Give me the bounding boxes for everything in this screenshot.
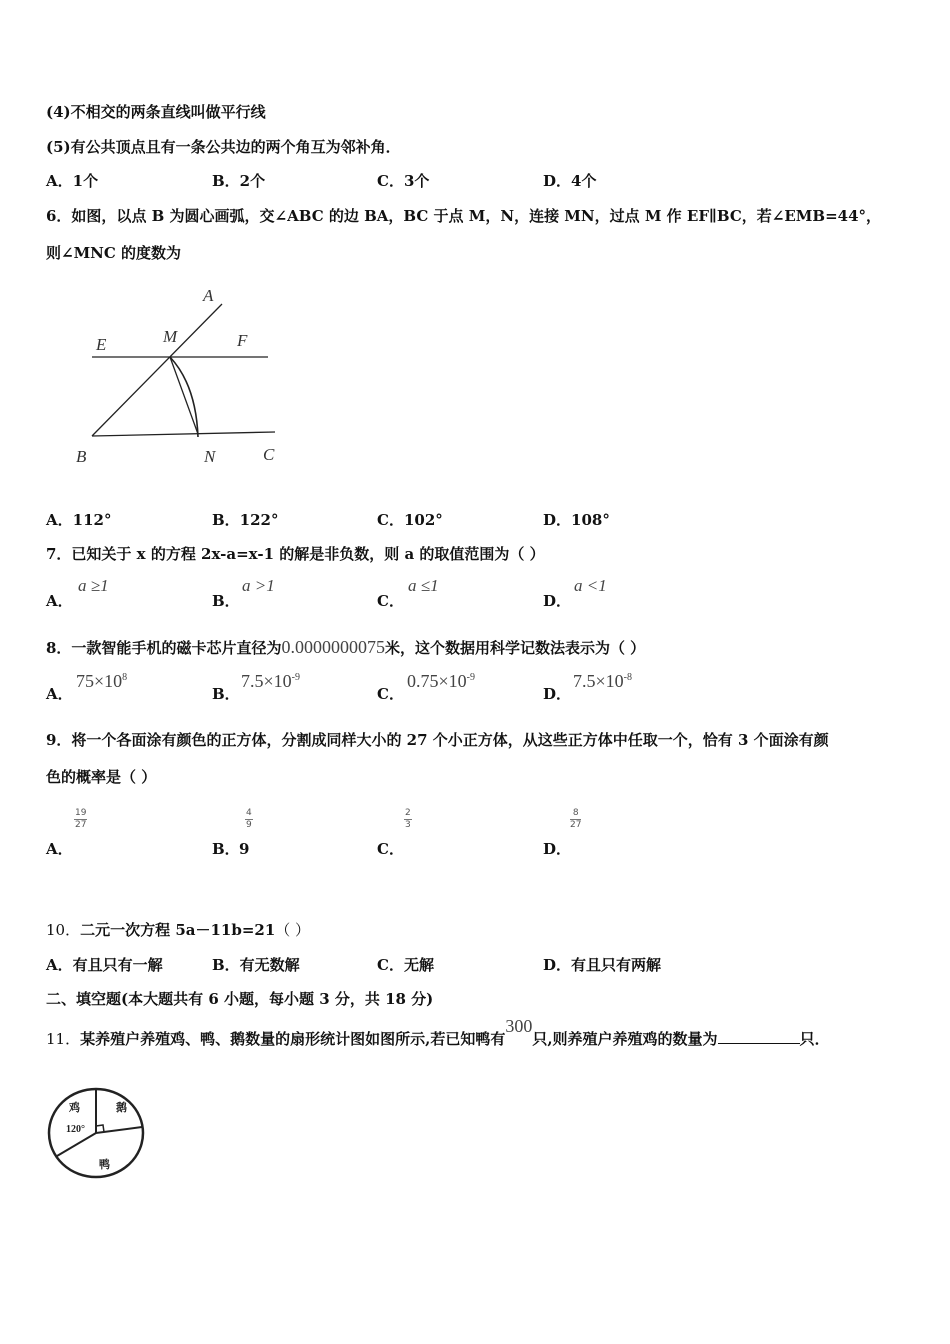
- label-c: C: [263, 445, 275, 464]
- q10-option-c: C．无解: [377, 956, 434, 974]
- q10-text: 二元一次方程 5a－11b=21: [80, 921, 276, 939]
- q10-option-b: B．有无数解: [212, 956, 300, 974]
- q7-option-b-math: a >1: [242, 576, 275, 595]
- q9-option-b-extra: 9: [239, 840, 250, 858]
- label-n: N: [204, 447, 216, 466]
- section-2-heading: 二、填空题(本大题共有 6 小题，每小题 3 分，共 18 分): [46, 990, 434, 1008]
- q7-stem: 7．已知关于 x 的方程 2x-a=x-1 的解是非负数，则 a 的取值范围为（ ）: [46, 545, 545, 563]
- q9-option-a-letter: A．: [46, 840, 73, 858]
- q10-stem: [46, 920, 310, 940]
- q9-b-denominator: 9: [246, 820, 252, 830]
- q8-d-mantissa: 7.5×10: [573, 671, 624, 691]
- q9-c-denominator: 3: [405, 820, 411, 830]
- q8-number: 0.0000000075: [281, 637, 385, 657]
- q7-option-a-letter: A．: [46, 592, 73, 610]
- q9-stem-line2: 色的概率是（ ）: [46, 768, 157, 786]
- q9-a-numerator: 19: [75, 808, 87, 818]
- label-f: F: [237, 331, 248, 350]
- pie-label-goose: 鹅: [116, 1102, 127, 1114]
- q7-option-c-math: a ≤1: [408, 576, 439, 595]
- q11-answer-blank[interactable]: [718, 1029, 800, 1044]
- q11-pre: 某养殖户养殖鸡、鸭、鹅数量的扇形统计图如图所示,若已知鸭有: [80, 1030, 506, 1048]
- q5-option-d: D．4个: [543, 172, 597, 190]
- q8-option-b-math: [241, 671, 300, 692]
- statement-4: (4)不相交的两条直线叫做平行线: [46, 103, 266, 121]
- q8-stem-post: 米，这个数据用科学记数法表示为（ ）: [384, 639, 646, 657]
- q7-option-b-letter: B．: [212, 592, 240, 610]
- q5-option-c: C．3个: [377, 172, 430, 190]
- pie-label-angle: 120°: [66, 1124, 85, 1135]
- q11-post: 只,则养殖户养殖鸡的数量为: [532, 1030, 718, 1048]
- q6-stem-line2: 则∠MNC 的度数为: [46, 244, 182, 262]
- q8-stem: [46, 637, 645, 658]
- q7-option-d-letter: D．: [543, 592, 572, 610]
- q8-option-a-letter: A．: [46, 685, 73, 703]
- q8-d-exponent: -8: [623, 672, 632, 683]
- q8-option-c-letter: C．: [377, 685, 404, 703]
- q8-option-a-math: [76, 671, 127, 692]
- q5-option-b: B．2个: [212, 172, 266, 190]
- q8-a-mantissa: 75×10: [76, 671, 123, 691]
- q8-stem-pre: 8．一款智能手机的磁卡芯片直径为: [46, 639, 282, 657]
- q6-option-a: A．112°: [46, 511, 112, 529]
- q9-option-d-fraction: [570, 808, 581, 831]
- q11-stem: [46, 1016, 830, 1049]
- q10-option-d: D．有且只有两解: [543, 956, 662, 974]
- q6-stem-line1: 6．如图，以点 B 为圆心画弧，交∠ABC 的边 BA，BC 于点 M，N，连接 MN，过点 M 作 EF∥BC，若∠EMB=44°，: [46, 207, 882, 225]
- q8-option-d-letter: D．: [543, 685, 572, 703]
- q7-option-a-math: a ≥1: [78, 576, 109, 595]
- q8-option-c-math: [407, 671, 475, 692]
- q11-number: 11．: [46, 1030, 81, 1048]
- pie-label-chicken: 鸡: [69, 1102, 80, 1114]
- q10-option-a: A．有且只有一解: [46, 956, 163, 974]
- q7-option-d-math: a <1: [574, 576, 607, 595]
- q6-option-d: D．108°: [543, 511, 610, 529]
- q6-option-b: B．122°: [212, 511, 279, 529]
- q10-number: 10．: [46, 921, 81, 939]
- q9-stem-line1: 9．将一个各面涂有颜色的正方体，分割成同样大小的 27 个小正方体，从这些正方体中任取一个，恰有 3 个面涂有颜: [46, 731, 829, 749]
- q8-option-d-math: [573, 671, 632, 692]
- q6-option-c: C．102°: [377, 511, 443, 529]
- q9-option-b-letter: B．: [212, 840, 240, 858]
- q9-option-a-fraction: [74, 808, 87, 831]
- q9-option-d-letter: D．: [543, 840, 572, 858]
- q11-end: 只．: [799, 1030, 830, 1048]
- ray-bc: [92, 432, 275, 436]
- q8-b-exponent: -9: [291, 672, 300, 683]
- pie-label-duck: 鸭: [99, 1159, 110, 1171]
- q8-c-mantissa: 0.75×10: [407, 671, 467, 691]
- q9-d-numerator: 8: [570, 808, 581, 820]
- q8-c-exponent: -9: [466, 672, 475, 683]
- q8-option-b-letter: B．: [212, 685, 240, 703]
- q9-b-numerator: 4: [246, 808, 252, 818]
- ray-ba: [92, 304, 222, 436]
- q9-option-c-letter: C．: [377, 840, 404, 858]
- q7-option-c-letter: C．: [377, 592, 404, 610]
- q10-paren: （ ）: [275, 921, 311, 939]
- label-m: M: [163, 327, 178, 346]
- q9-option-b-fraction: [245, 808, 253, 831]
- q8-b-mantissa: 7.5×10: [241, 671, 292, 691]
- q9-option-c-fraction: [404, 808, 412, 831]
- q8-a-exponent: 8: [122, 672, 128, 683]
- label-e: E: [96, 335, 107, 354]
- segment-mn: [170, 357, 198, 434]
- q11-pie-chart: [44, 1086, 164, 1186]
- q11-duck-count: 300: [505, 1016, 533, 1036]
- label-a: A: [203, 286, 214, 305]
- q9-c-numerator: 2: [405, 808, 411, 818]
- q6-geometry-figure: [70, 280, 290, 470]
- q9-a-denominator: 27: [75, 820, 87, 830]
- statement-5: (5)有公共顶点且有一条公共边的两个角互为邻补角．: [46, 138, 401, 156]
- label-b: B: [76, 447, 87, 466]
- q9-d-denominator: 27: [570, 820, 582, 830]
- q5-option-a: A．1个: [46, 172, 99, 190]
